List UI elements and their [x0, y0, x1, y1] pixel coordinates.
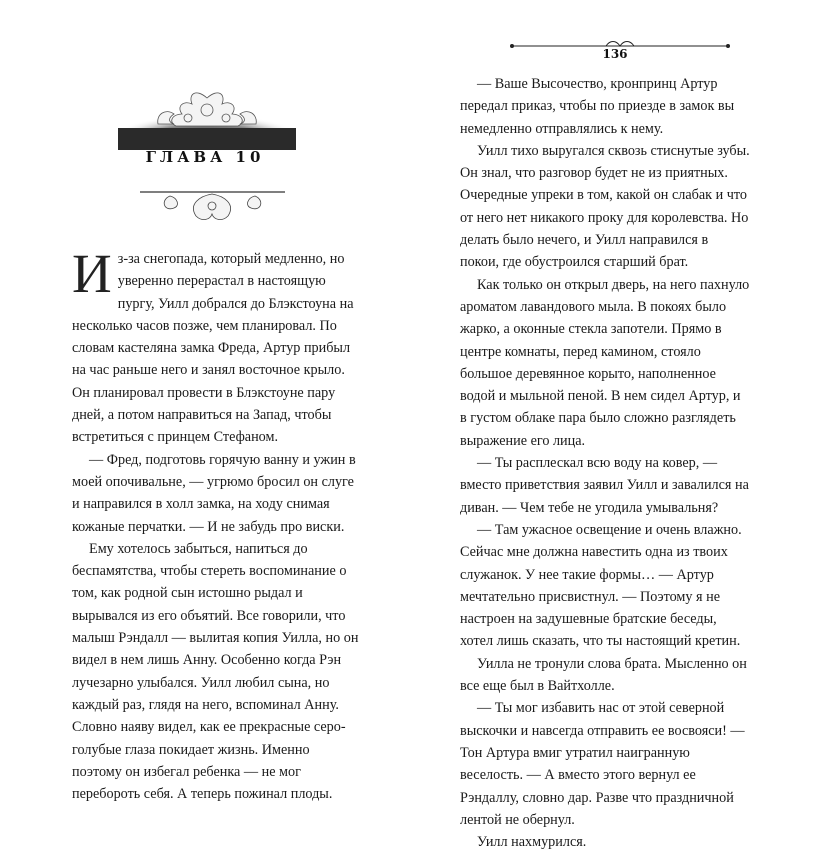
left-page-body: [72, 243, 362, 805]
paragraph: — Фред, подготовь горячую ванну и ужин в моей опочивальне, — угрюмо бросил он слуге и направился в холл замка, на ходу снимая кожаные перчатки. — И не забудь про виски.: [72, 451, 356, 535]
paragraph: — Ваше Высочество, кронпринц Артур передал приказ, чтобы по приезде в замок вы немедленно отправлялись к нему.: [460, 76, 735, 137]
paragraph: — Ты расплескал всю воду на ковер, — вместо приветствия заявил Уилл и завалился на диван. — Чем тебе не угодила умывальня?: [460, 455, 749, 516]
paragraph: Уилла не тронули слова брата. Мысленно он все еще был в Вайтхолле.: [460, 655, 747, 695]
page-number: 136: [602, 47, 628, 61]
paragraph: з-за снегопада, который медленно, но уверенно перерастал в настоящую пургу, Уилл добрался до Блэкстоуна на несколько часов позже, чем планировал. По словам кастеляна замка Фреда, Артур прибыл на час раньше него и занял восточное крыло. Он планировал провести в Блэкстоуне пару дней, а потом направиться на Запад, чтобы встретиться с принцем Стефаном.: [72, 251, 354, 446]
paragraph: Ему хотелось забыться, напиться до беспамятства, чтобы стереть воспоминание о том, как родной сын истошно рыдал и вырывался из его объятий. Все говорили, что малыш Рэндалл — вылитая копия Уилла, но он видел в нем лишь Анну. Особенно когда Рэн лучезарно улыбался. Уилл любил сына, но каждый раз, глядя на него, вспоминал Анну. Словно наяву видел, как ее прекрасные серо-голубые глаза покидает жизнь. Именно поэтому он избегал ребенка — не мог перебороть себя. А теперь пожинал плоды.: [72, 540, 359, 803]
left-page: [0, 0, 410, 803]
paragraph: — Ты мог избавить нас от этой северной выскочки и навсегда отправить ее восвояси! — Тон Артура вмиг утратил наигранную веселость. — А вместо этого вернул ее Рэндаллу, словно дар. Разве что праздничной лентой не обернул.: [460, 700, 745, 828]
drop-cap: И: [72, 243, 112, 304]
paragraph: — Там ужасное освещение и очень влажно. Сейчас мне должна навестить одна из твоих служанок. У нее такие формы… — Артур мечтательно присвистнул. — Поэтому я не настроен на задушевные братские беседы, хотел лишь сказать, что ты настоящий кретин.: [460, 521, 742, 650]
paragraph: Уилл нахмурился.: [477, 834, 587, 851]
paragraph: Уилл тихо выругался сквозь стиснутые зубы. Он знал, что разговор будет не из приятных. Очередные упреки в том, какой он слабак и что от него нет никакого проку для королевства. Но делать было нечего, и Уилл направился в покои, где обустроился старший брат.: [460, 142, 750, 271]
chapter-ornament-top: [118, 58, 296, 150]
right-page: [410, 0, 820, 851]
chapter-ornament-bottom: [140, 186, 285, 230]
right-page-body: [460, 73, 750, 853]
paragraph: Как только он открыл дверь, на него пахнуло ароматом лавандового мыла. В покоях было жарко, а оконные стекла запотели. Прямо в центре комнаты, перед камином, стояло большое деревянное корыто, наполненное водой и мыльной пеной. В нем сидел Артур, и в густом облаке пара было сложно разглядеть выражение его лица.: [460, 276, 750, 449]
chapter-title: ГЛАВА 10: [145, 148, 265, 166]
